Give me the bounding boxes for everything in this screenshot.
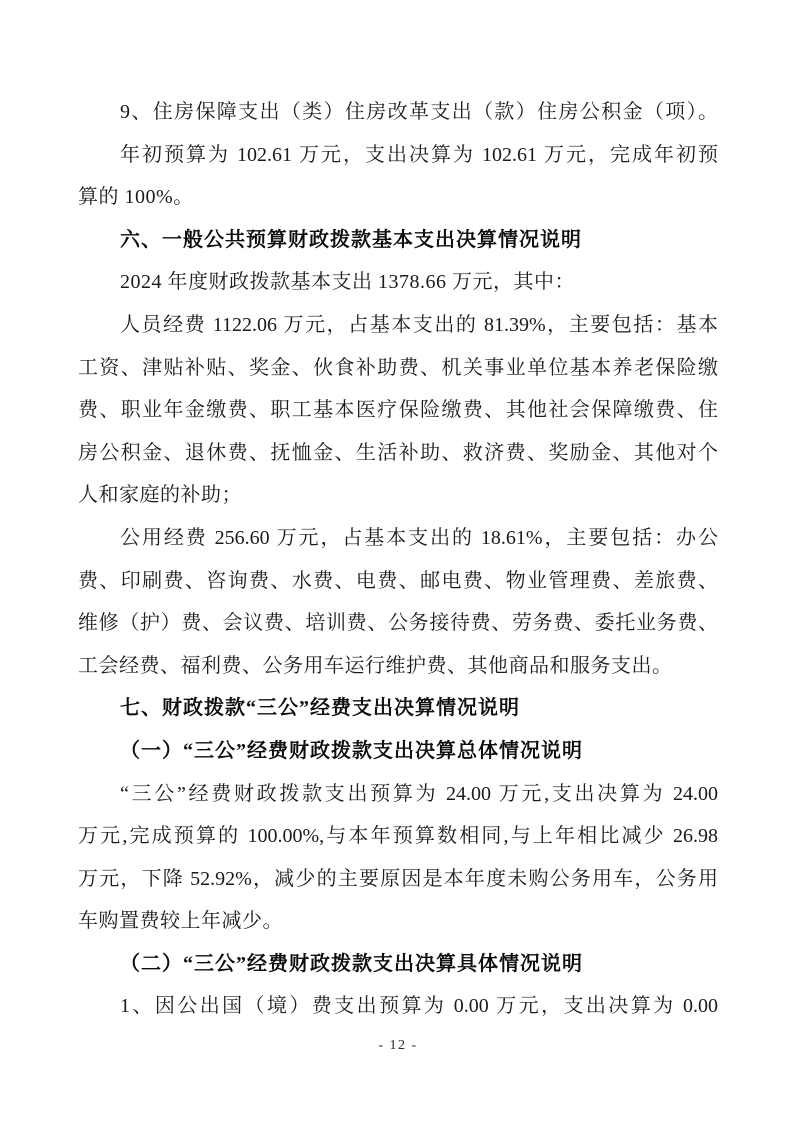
paragraph-line: 工资、津贴补贴、奖金、伙食补助费、机关事业单位基本养老保险缴 <box>78 356 718 379</box>
paragraph-line: 算的 100%。 <box>78 186 194 209</box>
paragraph-line: 万元,完成预算的 100.00%,与本年预算数相同,与上年相比减少 26.98 <box>78 825 718 848</box>
paragraph-line: 9、住房保障支出（类）住房改革支出（款）住房公积金（项）。 <box>120 101 718 123</box>
page-number: - 12 - <box>378 1038 418 1054</box>
paragraph-line: 费、印刷费、咨询费、水费、电费、邮电费、物业管理费、差旅费、 <box>78 569 718 592</box>
paragraph-line: 公用经费 256.60 万元，占基本支出的 18.61%，主要包括：办公 <box>120 526 718 549</box>
paragraph-line: 万元，下降 52.92%，减少的主要原因是本年度未购公务用车，公务用 <box>78 867 718 890</box>
paragraph-line: 维修（护）费、会议费、培训费、公务接待费、劳务费、委托业务费、 <box>78 612 718 635</box>
section-heading: （二）“三公”经费财政拨款支出决算具体情况说明 <box>120 952 583 975</box>
paragraph-line: 工会经费、福利费、公务用车运行维护费、其他商品和服务支出。 <box>78 654 673 677</box>
paragraph-line: 年初预算为 102.61 万元，支出决算为 102.61 万元，完成年初预 <box>120 143 718 166</box>
section-heading: 六、一般公共预算财政拨款基本支出决算情况说明 <box>120 228 582 251</box>
section-heading: 七、财政拨款“三公”经费支出决算情况说明 <box>120 697 520 720</box>
section-heading: （一）“三公”经费财政拨款支出决算总体情况说明 <box>120 739 583 762</box>
paragraph-line: 费、职业年金缴费、职工基本医疗保险缴费、其他社会保障缴费、住 <box>78 399 718 422</box>
paragraph-line: “三公”经费财政拨款支出预算为 24.00 万元,支出决算为 24.00 <box>120 782 718 805</box>
paragraph-line: 车购置费较上年减少。 <box>78 910 283 933</box>
paragraph-line: 2024 年度财政拨款基本支出 1378.66 万元，其中： <box>120 271 575 294</box>
document-body <box>78 91 718 1028</box>
paragraph-line: 人员经费 1122.06 万元，占基本支出的 81.39%，主要包括：基本 <box>120 313 718 336</box>
paragraph-line: 房公积金、退休费、抚恤金、生活补助、救济费、奖励金、其他对个 <box>78 441 718 464</box>
paragraph-line: 人和家庭的补助； <box>78 484 242 507</box>
paragraph-line: 1、因公出国（境）费支出预算为 0.00 万元，支出决算为 0.00 <box>120 995 718 1018</box>
